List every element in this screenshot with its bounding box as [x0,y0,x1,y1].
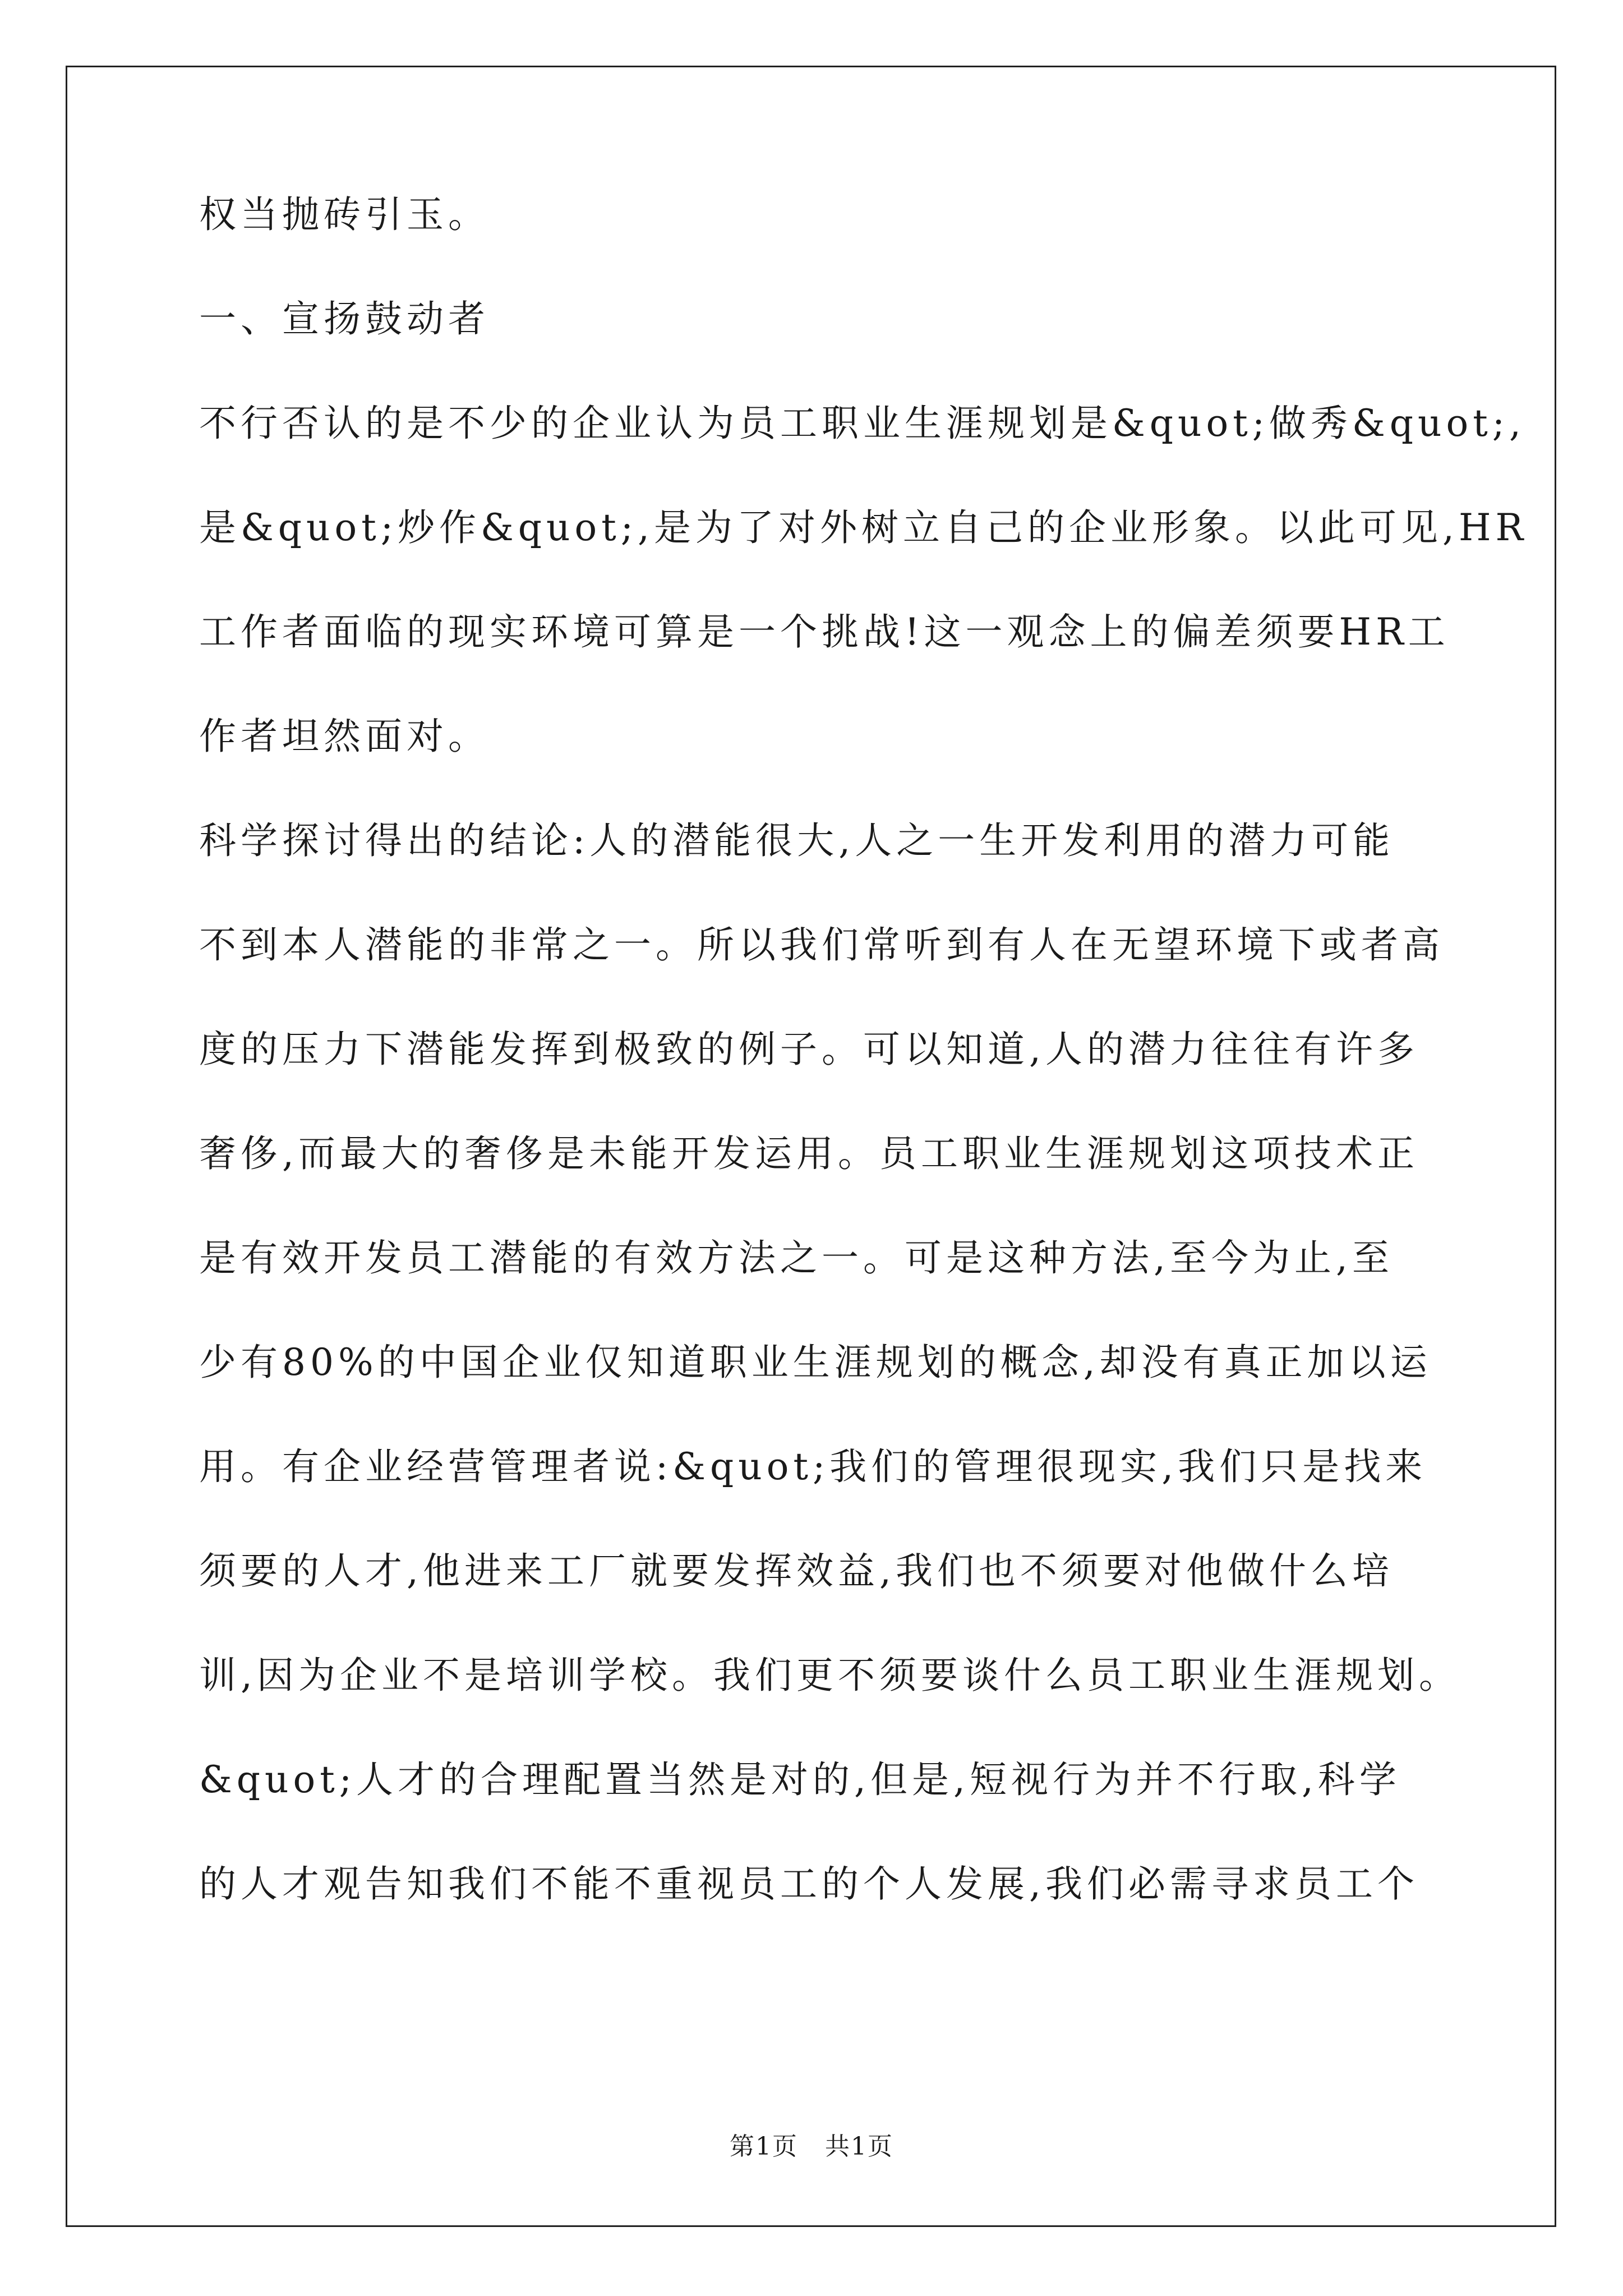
text-line: 用。有企业经营管理者说:&quot;我们的管理很现实,我们只是找来 [199,1445,1427,1488]
text-line: 工作者面临的现实环境可算是一个挑战!这一观念上的偏差须要HR工 [199,610,1450,654]
text-line: 是有效开发员工潜能的有效方法之一。可是这种方法,至今为止,至 [199,1236,1394,1280]
text-line: 科学探讨得出的结论:人的潜能很大,人之一生开发利用的潜力可能 [199,819,1395,862]
text-line: &quot;人才的合理配置当然是对的,但是,短视行为并不行取,科学 [199,1758,1401,1801]
text-line: 权当抛砖引玉。 [199,193,490,236]
text-line: 的人才观告知我们不能不重视员工的个人发展,我们必需寻求员工个 [199,1862,1419,1906]
text-line: 训,因为企业不是培训学校。我们更不须要谈什么员工职业生涯规划。 [199,1654,1460,1697]
text-line: 奢侈,而最大的奢侈是未能开发运用。员工职业生涯规划这项技术正 [199,1132,1419,1175]
text-line: 作者坦然面对。 [199,715,490,758]
text-line: 不到本人潜能的非常之一。所以我们常听到有人在无望环境下或者高 [199,923,1444,967]
text-line: 须要的人才,他进来工厂就要发挥效益,我们也不须要对他做什么培 [199,1549,1394,1593]
text-line: 是&quot;炒作&quot;,是为了对外树立自己的企业形象。以此可见,HR [199,506,1528,549]
text-line: 少有80%的中国企业仅知道职业生涯规划的概念,却没有真正加以运 [199,1341,1432,1384]
page-footer [0,2126,1623,2162]
text-line: 不行否认的是不少的企业认为员工职业生涯规划是&quot;做秀&quot;, [199,402,1525,445]
document-body [199,163,1528,1936]
page-number: 第1页 [730,2132,798,2161]
section-heading: 一、宣扬鼓动者 [199,297,490,341]
text-line: 度的压力下潜能发挥到极致的例子。可以知道,人的潜力往往有许多 [199,1028,1419,1071]
page-total: 共1页 [825,2132,893,2161]
